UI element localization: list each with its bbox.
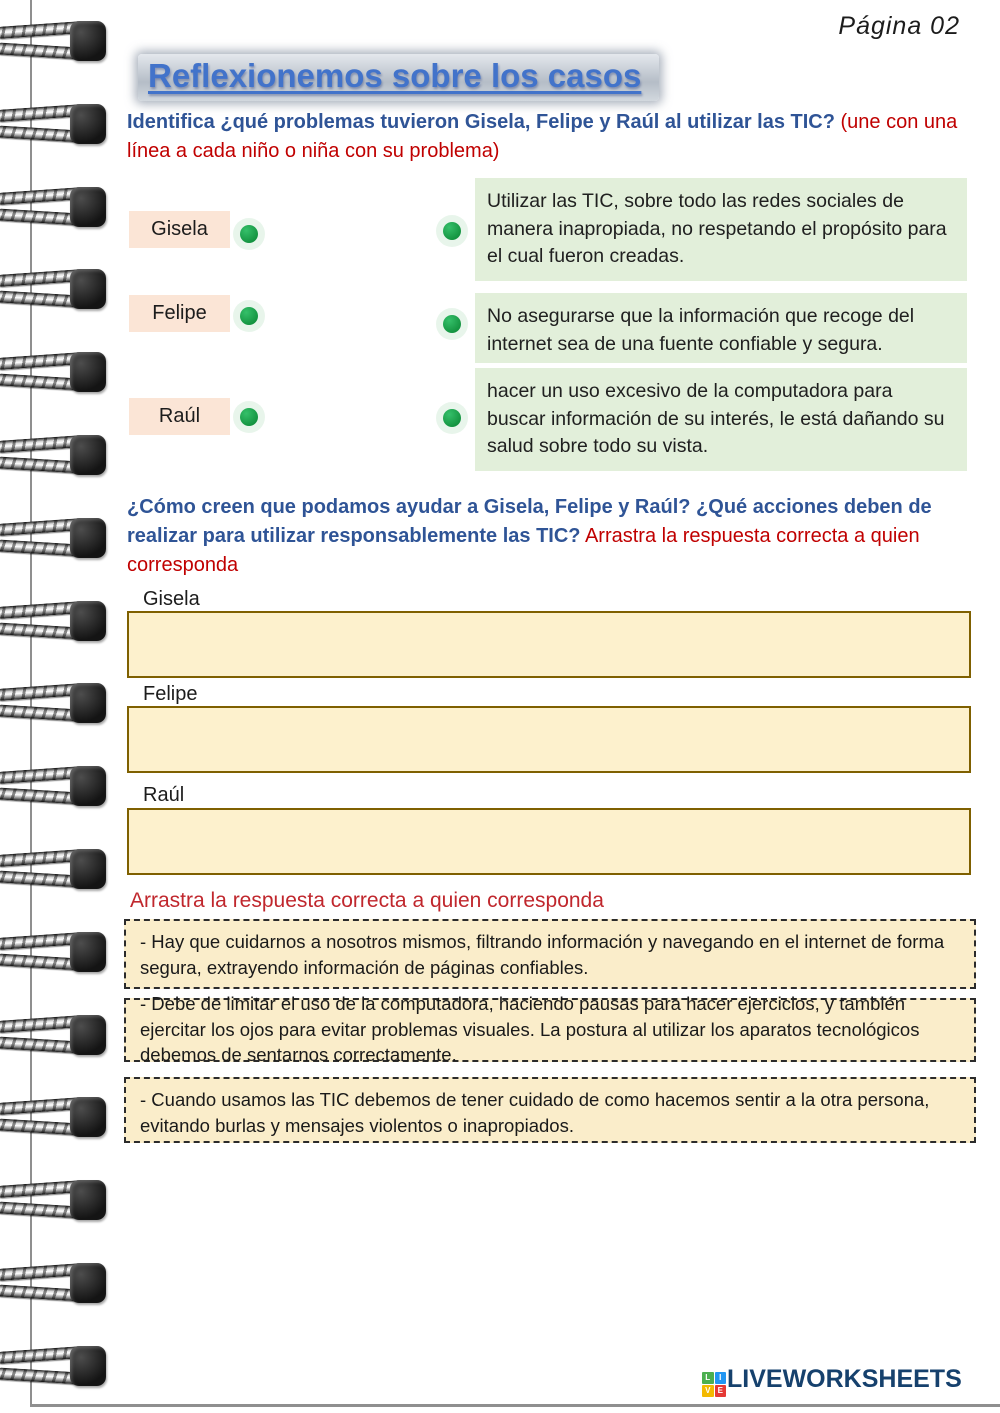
draggable-answer-2[interactable] xyxy=(124,993,976,1066)
problem-box-3: hacer un uso excesivo de la computadora para buscar información de su interés, le está dañando su salud sobre todo su vista. xyxy=(475,368,967,471)
answer-dropzone-raul[interactable] xyxy=(127,808,971,875)
logo-cell-l: L xyxy=(702,1372,714,1384)
spiral-ring xyxy=(0,18,108,64)
spiral-ring xyxy=(0,1094,108,1140)
spiral-ring xyxy=(0,266,108,312)
join-dot-problem-1[interactable] xyxy=(443,222,461,240)
answer-dropzone-felipe[interactable] xyxy=(127,706,971,773)
join-dot-problem-2[interactable] xyxy=(443,315,461,333)
instruction-identify-red: (une con una línea a cada niño o niña con su problema) xyxy=(127,111,958,162)
draggable-answer-1[interactable] xyxy=(124,919,976,989)
instruction-identify-blue: Identifica ¿qué problemas tuvieron Gisela, Felipe y Raúl al utilizar las TIC? xyxy=(127,111,835,133)
logo-cell-v: V xyxy=(702,1385,714,1397)
spiral-ring xyxy=(0,929,108,975)
draggable-answer-2-text: - Debe de limitar el uso de la computadora, haciendo pausas para hacer ejercicios, y también ejercitar los ojos para evitar problemas visuales. La postura al utilizar los aparatos tecnológicos debemos de sentarnos correctamente. xyxy=(140,993,920,1066)
liveworksheets-wordmark: LIVEWORKSHEETS xyxy=(727,1365,962,1393)
spiral-ring xyxy=(0,598,108,644)
spiral-ring xyxy=(0,1012,108,1058)
answer-label-raul: Raúl xyxy=(143,784,185,806)
spiral-ring xyxy=(0,846,108,892)
draggable-answer-3[interactable] xyxy=(124,1077,976,1143)
draggable-answer-3-text: - Cuando usamos las TIC debemos de tener cuidado de como hacemos sentir a la otra persona, evitando burlas y mensajes violentos o inapropiados. xyxy=(140,1089,930,1136)
answer-dropzone-gisela[interactable] xyxy=(127,611,971,678)
spiral-ring xyxy=(0,349,108,395)
join-dot-gisela[interactable] xyxy=(240,225,258,243)
join-dot-problem-3[interactable] xyxy=(443,409,461,427)
logo-cell-i: I xyxy=(715,1372,727,1384)
join-dot-felipe[interactable] xyxy=(240,307,258,325)
page-number: Página 02 xyxy=(838,12,960,40)
spiral-ring xyxy=(0,1177,108,1223)
spiral-ring xyxy=(0,680,108,726)
name-box-raul: Raúl xyxy=(129,398,230,435)
join-dot-raul[interactable] xyxy=(240,408,258,426)
answer-label-felipe: Felipe xyxy=(143,683,198,705)
name-box-gisela: Gisela xyxy=(129,211,230,248)
spiral-ring xyxy=(0,432,108,478)
instruction-help xyxy=(127,493,985,580)
drag-instruction-heading: Arrastra la respuesta correcta a quien corresponda xyxy=(130,889,604,912)
spiral-ring xyxy=(0,515,108,561)
page-bottom-edge-line xyxy=(30,1404,1000,1407)
liveworksheets-logo-icon xyxy=(702,1372,726,1397)
instruction-help-blue: ¿Cómo creen que podamos ayudar a Gisela, Felipe y Raúl? ¿Qué acciones deben de realizar para utilizar responsablemente las TIC? xyxy=(127,496,932,547)
draggable-answer-1-text: - Hay que cuidarnos a nosotros mismos, filtrando información y navegando en el internet de forma segura, extrayendo información de páginas confiables. xyxy=(140,931,945,978)
spiral-ring xyxy=(0,1343,108,1389)
problem-box-2: No asegurarse que la información que recoge del internet sea de una fuente confiable y segura. xyxy=(475,293,967,363)
spiral-binding xyxy=(0,0,120,1413)
page-title: Reflexionemos sobre los casos xyxy=(138,54,659,101)
instruction-help-red: Arrastra la respuesta correcta a quien corresponda xyxy=(127,525,920,576)
instruction-identify xyxy=(127,108,985,166)
name-box-felipe: Felipe xyxy=(129,295,230,332)
spiral-ring xyxy=(0,763,108,809)
problem-box-1: Utilizar las TIC, sobre todo las redes sociales de manera inapropiada, no respetando el propósito para el cual fueron creadas. xyxy=(475,178,967,281)
logo-cell-e: E xyxy=(715,1385,727,1397)
spiral-ring xyxy=(0,184,108,230)
spiral-ring xyxy=(0,101,108,147)
spiral-ring xyxy=(0,1260,108,1306)
answer-label-gisela: Gisela xyxy=(143,588,200,610)
